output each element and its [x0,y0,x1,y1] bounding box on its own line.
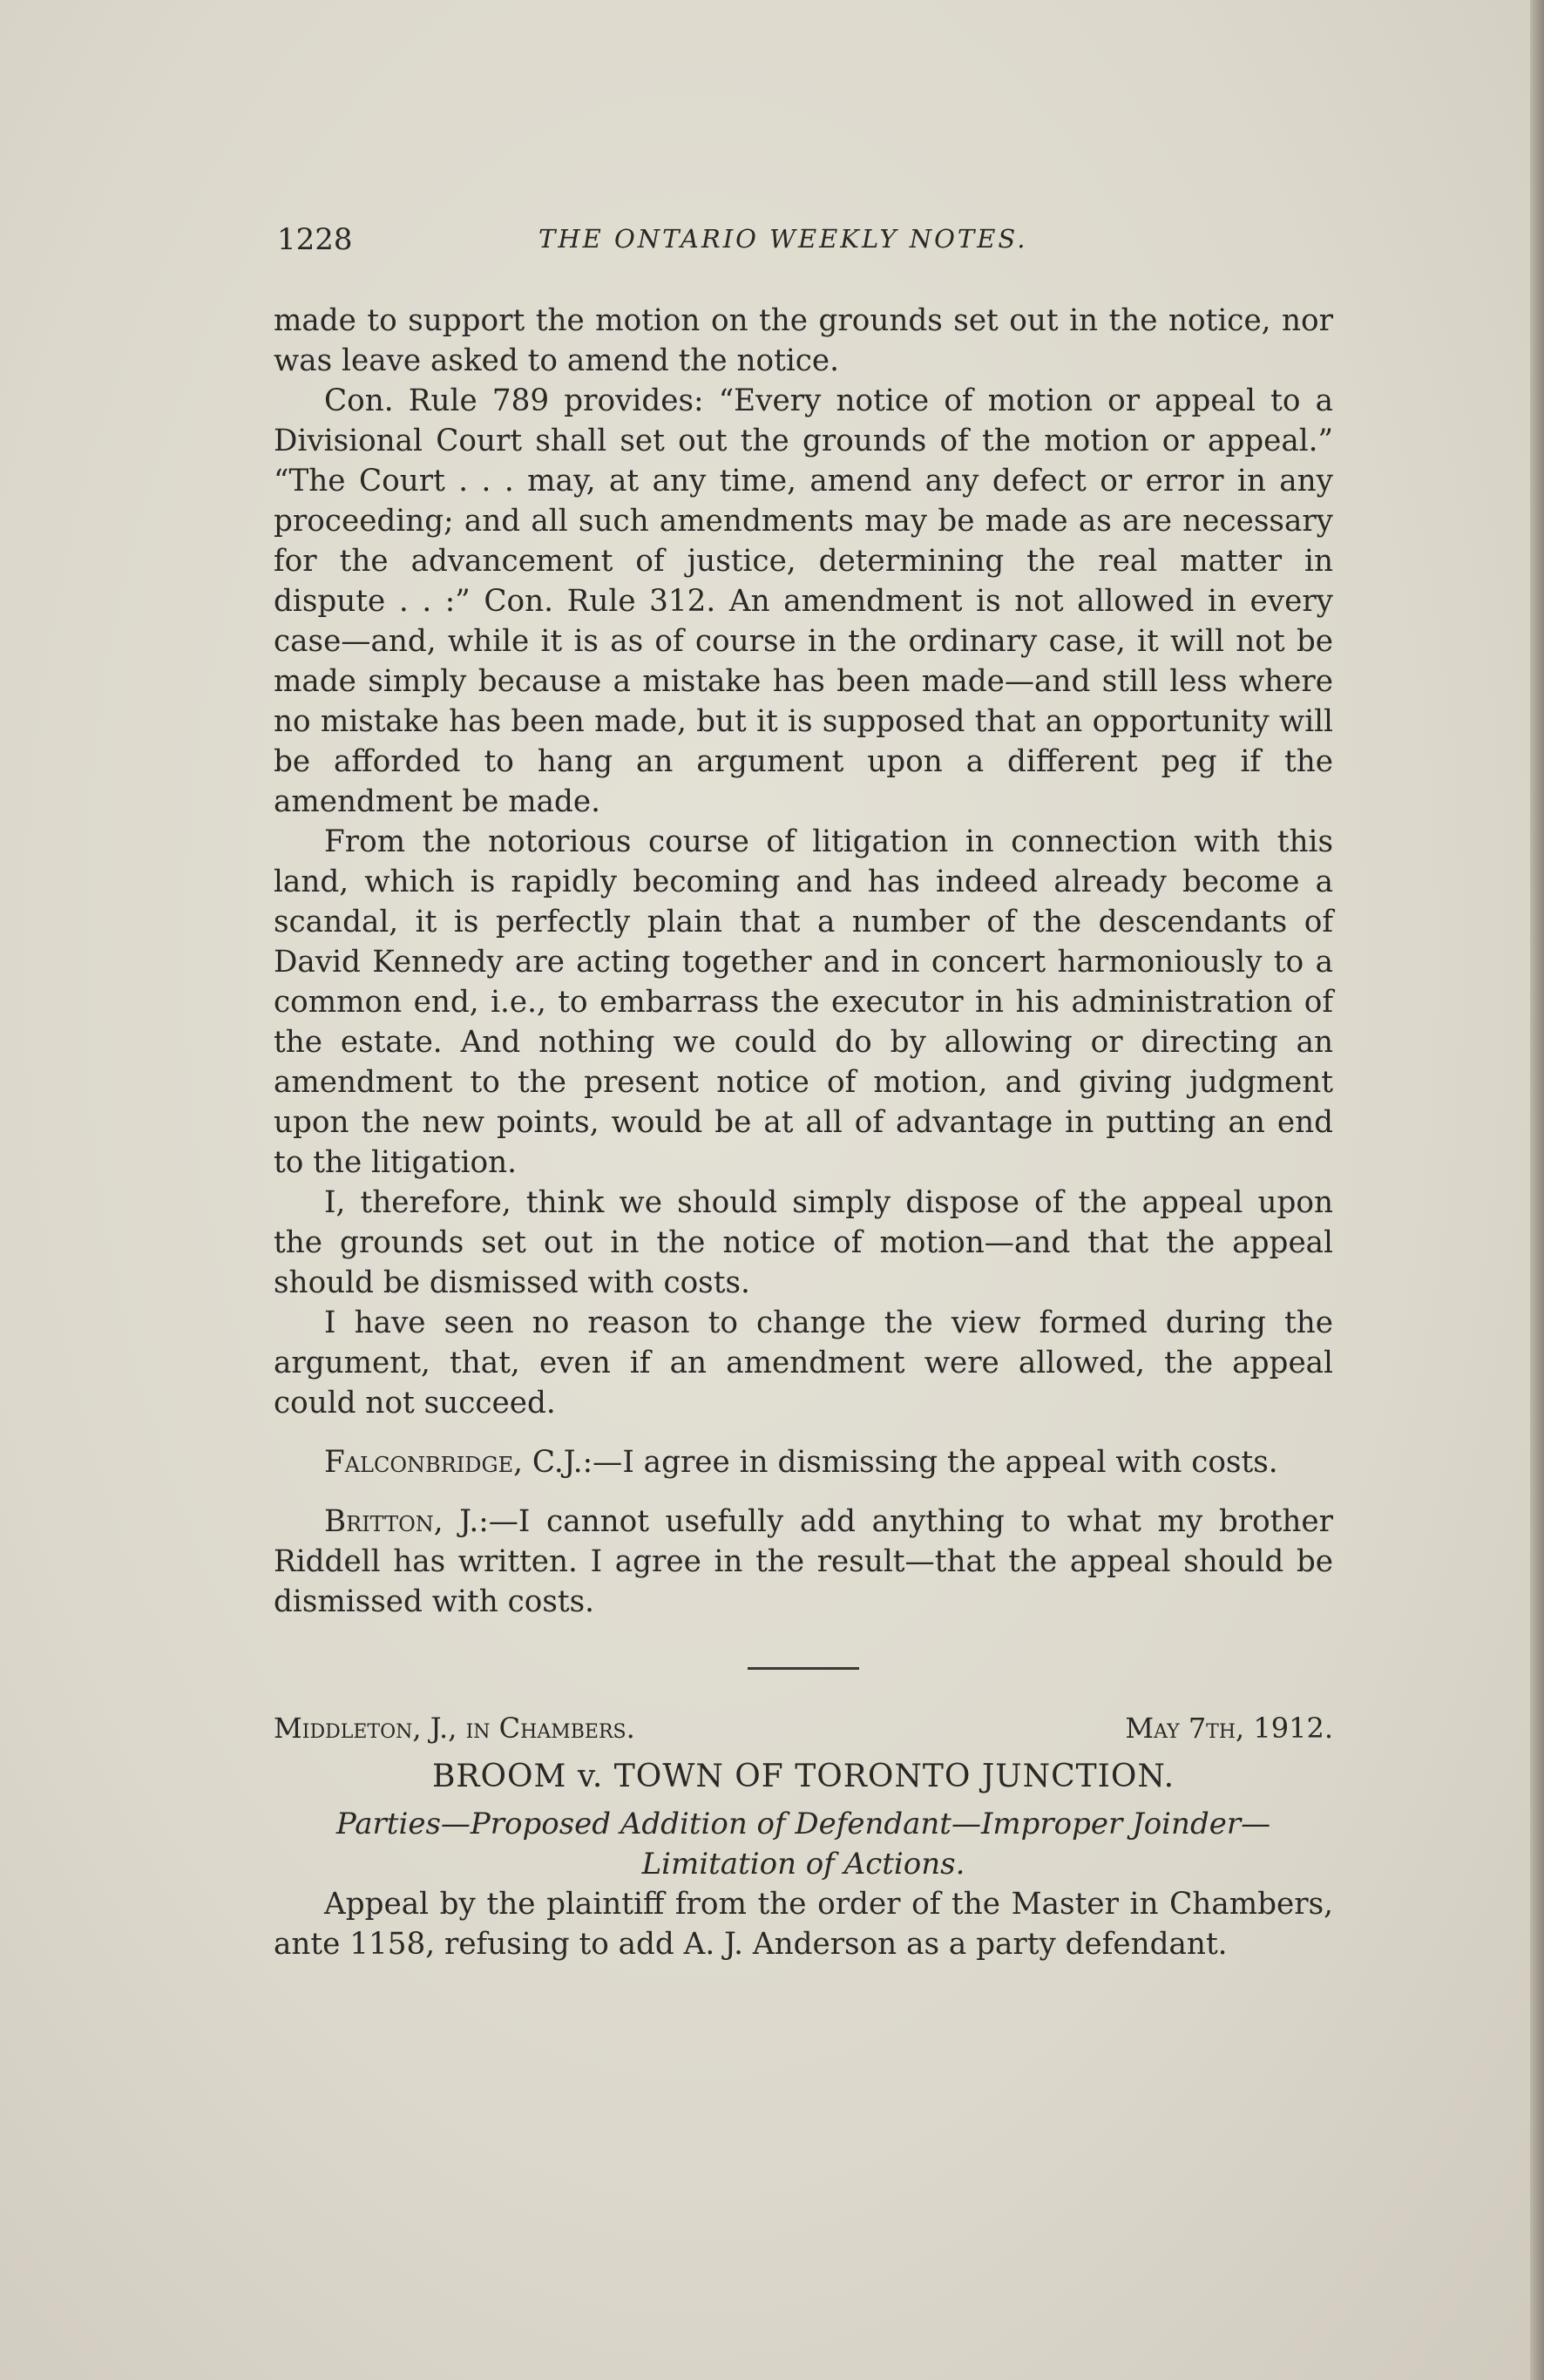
headnote-line: Limitation of Actions. [641,1847,965,1882]
running-header [277,222,1340,261]
case-header [274,1708,1333,1748]
opinion-britton [274,1502,1333,1622]
headnote-line: Parties—Proposed Addition of Defendant—Improper Joinder— [335,1807,1271,1841]
paragraph: made to support the motion on the grounds set out in the notice, nor was leave asked to amend the notice. [274,303,1333,378]
judge-name: Britton, J. [324,1504,479,1539]
page-number: 1228 [277,222,353,257]
case-title: BROOM v. TOWN OF TORONTO JUNCTION. [431,1759,1175,1794]
running-title: THE ONTARIO WEEKLY NOTES. [538,224,1028,254]
case-paragraph: Appeal by the plaintiff from the order of the Master in Chambers, ante 1158, refusing to add A. J. Anderson as a party defendant. [274,1887,1333,1962]
paragraph: From the notorious course of litigation in connection with this land, which is rapidly becoming and has indeed already become a scandal, it is perfectly plain that a number of the descendants of David Kennedy are acting together and in concert harmoniously to a common end, i.e., to embarrass the executor in his administration of the estate. And nothing we could do by allowing or directing an amendment to the present notice of motion, and giving judgment upon the new points, would be at all of advantage in putting an end to the litigation. [274,824,1333,1180]
headnote [274,1804,1333,1884]
page-body [274,301,1333,1964]
section-divider [748,1667,859,1670]
page-spine-shadow [1530,0,1544,2380]
opinion-text: :—I cannot usefully add anything to what my brother Riddell has written. I agree in the result—that the appeal should be dismissed with costs. [274,1504,1333,1619]
judge-name: Falconbridge, C.J. [324,1445,583,1480]
opinion-text: :—I agree in dismissing the appeal with costs. [582,1445,1278,1480]
opinion-falconbridge [274,1442,1333,1482]
case-date: May 7th, 1912. [1125,1712,1333,1745]
paragraph: Con. Rule 789 provides: “Every notice of motion or appeal to a Divisional Court shall set out the grounds of the motion or appeal.” “The Court . . . may, at any time, amend any defect or error in any proceeding; and all such amendments may be made as are necessary for the advancement of justice, determining the real matter in dispute . . :” Con. Rule 312. An amendment is not allowed in every case—and, while it is as of course in the ordinary case, it will not be made simply because a mistake has been made—and still less where no mistake has been made, but it is supposed that an opportunity will be afforded to hang an argument upon a different peg if the amendment be made. [274,383,1333,819]
court-line: Middleton, J., in Chambers. [274,1712,635,1745]
paragraph: I, therefore, think we should simply dispose of the appeal upon the grounds set out in the notice of motion—and that the appeal should be dismissed with costs. [274,1185,1333,1300]
paragraph: I have seen no reason to change the view formed during the argument, that, even if an amendment were allowed, the appeal could not succeed. [274,1305,1333,1421]
